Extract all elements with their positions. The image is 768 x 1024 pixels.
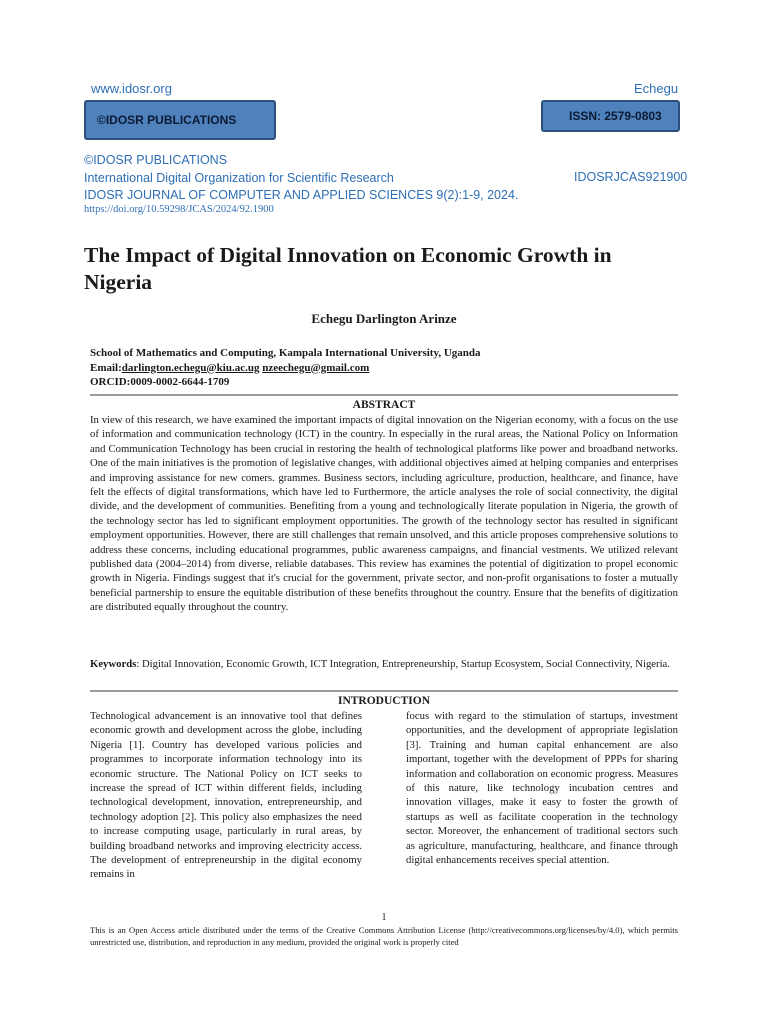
keywords [90, 657, 678, 671]
keywords-label: Keywords [90, 658, 137, 670]
abstract-text: In view of this research, we have examined the important impacts of digital innovation on the Nigerian economy, with a focus on the use of information and communication technology (ICT) in the country. In especially in the rural areas, the National Policy on Information and Communication Technology has been crucial in restoring the health of technological platforms like power and broadband networks. One of the main initiatives is the promotion of legislative changes, with additional objectives aimed at helping companies and enterprises and improving assistance for new comers. grammes. Business sectors, including agriculture, production, healthcare, and finance, have felt the effects of digital transformations, which have led to Furthermore, the article analyses the role of social connectivity, the digital divide, and the development of communities. Benefiting from a young and technologically literate population in Nigeria, the growth of the technology sector has led to significant employment opportunities. The growth of the technology sector has resulted in significant employment opportunities. However, there are still challenges that remain unsolved, and this article proposes comprehensive solutions to address these concerns, including educational programmes, public awareness campaigns, and financial vestments. We utilized relevant published data (2004–2014) from diverse, reliable databases. This review has examines the potential of digitization to propel economic growth in Nigeria. Findings suggest that it's crucial for the government, private sector, and non-profit organisations to foster a mutually beneficial partnership to ensure the equitable distribution of these benefits throughout the country. Ensure that the benefits of digitization are distributed equally throughout the country. [90, 414, 678, 614]
issn-badge [541, 100, 680, 132]
affiliation-email [90, 361, 481, 376]
page-number: 1 [381, 912, 387, 923]
keywords-list: : Digital Innovation, Economic Growth, ICT Integration, Entrepreneurship, Startup Ecosystem, Social Connectivity, Nigeria. [136, 658, 670, 670]
journal-publisher: ©IDOSR PUBLICATIONS [84, 153, 228, 167]
email-link-secondary[interactable]: nzeechegu@gmail.com [262, 361, 370, 374]
paper-title: The Impact of Digital Innovation on Economic Growth in Nigeria [84, 243, 612, 294]
abstract-rule-top [90, 394, 678, 396]
intro-column-left: Technological advancement is an innovative tool that defines economic growth and development across the globe, including Nigeria [1]. Country has developed various policies and programmes to incorporate information technology into its economic structure. The National Policy on ICT seeks to increase the spread of ICT within different fields, including technological development, innovation, entrepreneurship, and technology adoption [2]. This policy also emphasizes the need to increase computing usage, particularly in rural areas, by building broadband networks and improving electricity access. The development of entrepreneurship in the digital economy remains in [90, 710, 362, 881]
publisher-badge [84, 100, 276, 140]
issn-badge-label: ISSN: 2579-0803 [569, 109, 662, 123]
publisher-badge-label: ©IDOSR PUBLICATIONS [97, 113, 237, 127]
abstract-heading: ABSTRACT [352, 399, 416, 411]
email-link-primary[interactable]: darlington.echegu@kiu.ac.ug [121, 361, 260, 374]
introduction-heading: INTRODUCTION [337, 695, 430, 707]
affiliation-school: School of Mathematics and Computing, Kampala International University, Uganda [90, 347, 481, 359]
affiliation-orcid: ORCID:0009-0002-6644-1709 [90, 376, 230, 388]
author-name: Echegu Darlington Arinze [311, 311, 457, 326]
journal-name: IDOSR JOURNAL OF COMPUTER AND APPLIED SCIENCES 9(2):1-9, 2024. [84, 188, 519, 202]
journal-org: International Digital Organization for Scientific Research [84, 170, 394, 185]
intro-column-right: focus with regard to the stimulation of startups, investment opportunities, and the development of appropriate legislation [3]. Training and human capital enhancement are also important, together with the development of PPPs for sharing information and collaboration on economic progress. Measures of this nature, like technology incubation centres and innovation villages, make it easy to foster the growth of startups as well as facilitate cooperation in the technology sector. Moreover, the enhancement of traditional sectors such as agriculture, manufacturing, healthcare, and finance through digital enhancements receives special attention. [406, 710, 678, 867]
affiliation-block [90, 346, 481, 390]
article-id: IDOSRJCAS921900 [574, 169, 688, 184]
license-note: This is an Open Access article distributed under the terms of the Creative Commons Attribution License (http://creativecommons.org/licenses/by/4.0), which permits unrestricted use, distribution, and reproduction in any medium, provided the original work is properly cited [90, 925, 678, 947]
site-link[interactable]: www.idosr.org [91, 81, 172, 96]
journal-info [84, 152, 518, 205]
intro-rule-top [90, 690, 678, 692]
doi-link[interactable]: https://doi.org/10.59298/JCAS/2024/92.1900 [84, 204, 274, 215]
email-label: Email: [90, 361, 122, 374]
running-author: Echegu [634, 81, 679, 96]
